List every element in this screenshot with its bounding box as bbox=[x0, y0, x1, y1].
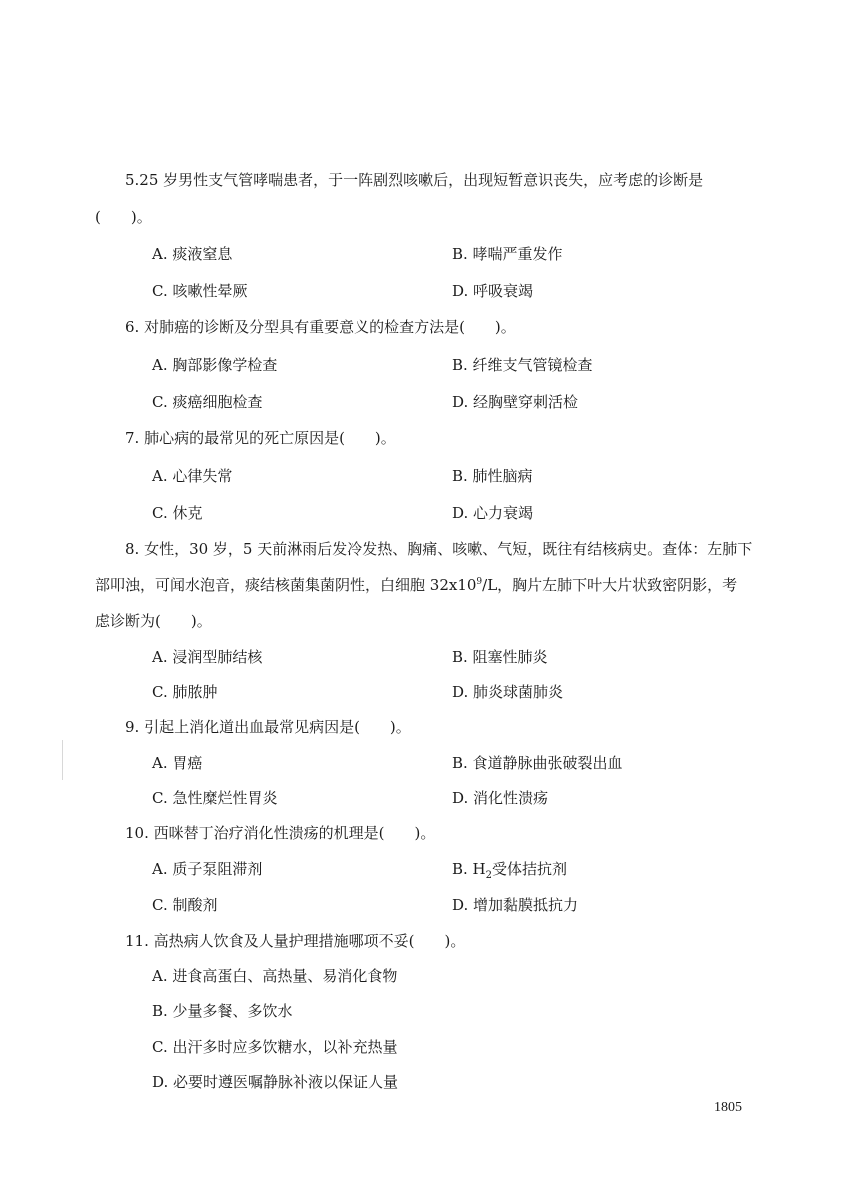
q5-option-a: A. 痰液窒息 bbox=[152, 245, 233, 263]
q9-option-a: A. 胃癌 bbox=[152, 754, 203, 772]
q5-option-b: B. 哮喘严重发作 bbox=[452, 245, 563, 263]
q11-stem: 11. 高热病人饮食及人量护理措施哪项不妥( )。 bbox=[125, 932, 466, 950]
q10-option-c: C. 制酸剂 bbox=[152, 896, 218, 914]
q7-option-d: D. 心力衰竭 bbox=[452, 504, 534, 522]
q5-option-d: D. 呼吸衰竭 bbox=[452, 282, 534, 300]
q9-option-c: C. 急性糜烂性胃炎 bbox=[152, 789, 278, 807]
q10-option-b-sub: 2 bbox=[485, 870, 493, 881]
q8-stem-line2-pre: 部叩浊，可闻水泡音，痰结核菌集菌阴性，白细胞 32x10 bbox=[95, 576, 477, 594]
q11-option-b: B. 少量多餐、多饮水 bbox=[152, 1002, 293, 1020]
q8-stem-line2 bbox=[95, 576, 737, 594]
q7-option-b: B. 肺性脑病 bbox=[452, 467, 533, 485]
q6-option-a: A. 胸部影像学检查 bbox=[152, 356, 278, 374]
q8-stem-line3: 虑诊断为( )。 bbox=[95, 612, 212, 630]
q8-option-b: B. 阻塞性肺炎 bbox=[452, 648, 548, 666]
q10-option-d: D. 增加黏膜抵抗力 bbox=[452, 896, 579, 914]
q7-stem: 7. 肺心病的最常见的死亡原因是( )。 bbox=[125, 429, 396, 447]
q5-stem: 5.25 岁男性支气管哮喘患者，于一阵剧烈咳嗽后，出现短暂意识丧失，应考虑的诊断是 bbox=[125, 171, 704, 189]
q10-option-b-post: 受体拮抗剂 bbox=[492, 860, 568, 878]
q7-option-a: A. 心律失常 bbox=[152, 467, 233, 485]
q11-option-c: C. 出汗多时应多饮糖水，以补充热量 bbox=[152, 1038, 398, 1056]
q9-stem: 9. 引起上消化道出血最常见病因是( )。 bbox=[125, 718, 411, 736]
q8-option-a: A. 浸润型肺结核 bbox=[152, 648, 263, 666]
q6-option-c: C. 痰癌细胞检查 bbox=[152, 393, 263, 411]
q5-option-c: C. 咳嗽性晕厥 bbox=[152, 282, 248, 300]
q8-stem-line2-post: /L，胸片左肺下叶大片状致密阴影，考 bbox=[482, 576, 738, 594]
q10-option-b bbox=[452, 860, 568, 881]
q8-option-d: D. 肺炎球菌肺炎 bbox=[452, 683, 564, 701]
q8-stem-line1: 8. 女性，30 岁，5 天前淋雨后发冷发热、胸痛、咳嗽、气短，既往有结核病史。查体：左肺下 bbox=[125, 540, 753, 558]
q6-stem: 6. 对肺癌的诊断及分型具有重要意义的检查方法是( )。 bbox=[125, 318, 516, 336]
q6-option-b: B. 纤维支气管镜检查 bbox=[452, 356, 593, 374]
q8-stem-line2-sup: 9 bbox=[476, 577, 483, 587]
q9-option-b: B. 食道静脉曲张破裂出血 bbox=[452, 754, 623, 772]
q5-stem-cont: ( )。 bbox=[95, 208, 152, 226]
scan-artifact bbox=[62, 740, 63, 780]
q10-option-b-pre: B. H bbox=[452, 860, 486, 878]
q10-option-a: A. 质子泵阻滞剂 bbox=[152, 860, 263, 878]
q11-option-d: D. 必要时遵医嘱静脉补液以保证人量 bbox=[152, 1073, 399, 1091]
q6-option-d: D. 经胸壁穿刺活检 bbox=[452, 393, 579, 411]
q8-option-c: C. 肺脓肿 bbox=[152, 683, 218, 701]
q11-option-a: A. 进食高蛋白、高热量、易消化食物 bbox=[152, 967, 398, 985]
q10-stem: 10. 西咪替丁治疗消化性溃疡的机理是( )。 bbox=[125, 824, 436, 842]
page-number: 1805 bbox=[714, 1100, 742, 1115]
q9-option-d: D. 消化性溃疡 bbox=[452, 789, 549, 807]
q7-option-c: C. 休克 bbox=[152, 504, 203, 522]
